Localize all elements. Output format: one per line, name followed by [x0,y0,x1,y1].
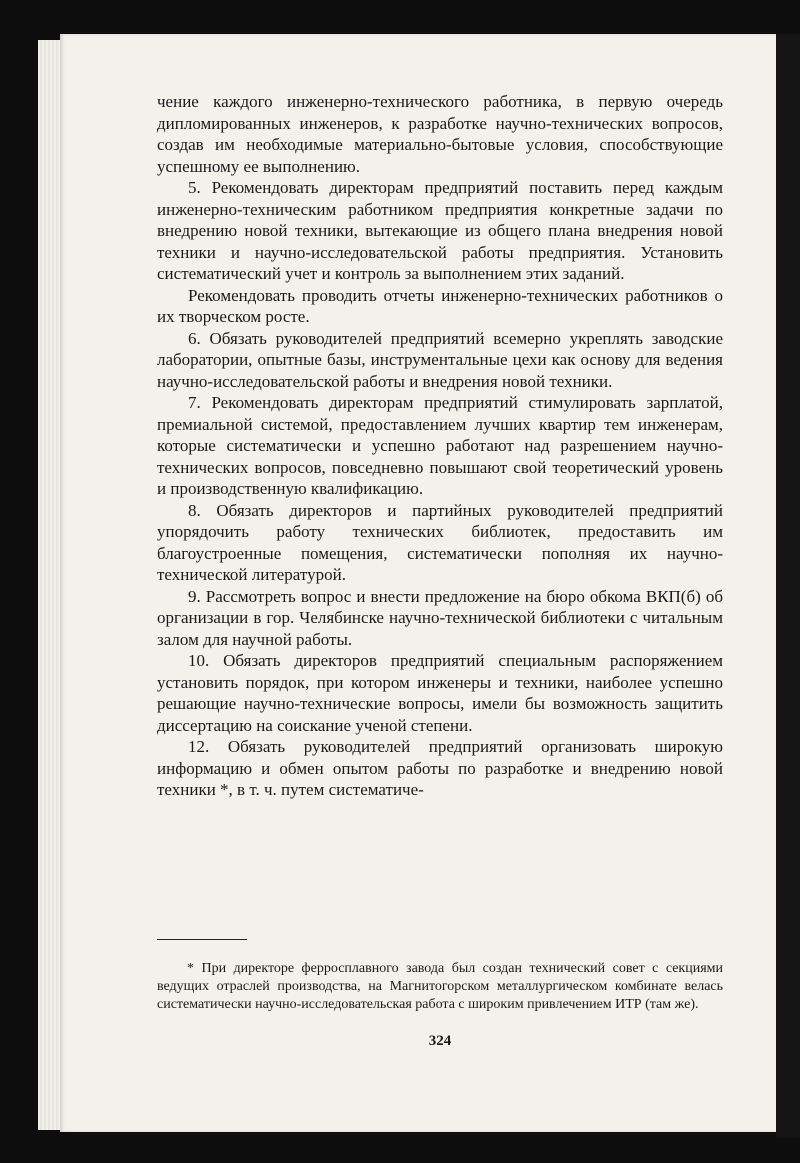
paragraph-item-6: 6. Обязать руководителей предприятий всемерно укреплять заводские лаборатории, опытные базы, инструментальные цехи как основу для ведения научно-исследовательской работы и внедрения новой техники. [157,328,723,391]
paragraph-item-10: 10. Обязать директоров предприятий специальным распоряжением установить порядок, при котором инженеры и техники, наиболее успешно решающие научно-технические вопросы, имели бы возможность защитить диссертацию на соискание ученой степени. [157,651,723,735]
footnote: * При директоре ферросплавного завода был создан технический совет с секциями ведущих отраслей производства, на Магнитогорском металлургическом комбинате велась систематически научно-исследовательская работа с широким привлечением ИТР (там же). [157,961,723,1012]
paragraph-item-5: 5. Рекомендовать директорам предприятий поставить перед каждым инженерно-техническим работником предприятия конкретные задачи по внедрению новой техники, вытекающие из общего плана внедрения новой техники и научно-исследовательской работы предприятия. Установить систематический учет и контроль за выполнением этих заданий. [157,178,723,283]
paragraph-item-8: 8. Обязать директоров и партийных руководителей предприятий упорядочить работу технических библиотек, предоставить им благоустроенные помещения, систематически пополняя их научно-технической литературой. [157,500,723,584]
paragraph-item-5-note: Рекомендовать проводить отчеты инженерно-технических работников о их творческом росте. [157,285,723,326]
scan-border [776,34,800,1138]
paragraph-continuation: чение каждого инженерно-технического работника, в первую очередь дипломированных инженеров, к разработке научно-технических вопросов, создав им необходимые материально-бытовые условия, способствующие успешному ее выполнению. [157,92,723,176]
paragraph-item-12: 12. Обязать руководителей предприятий организовать широкую информацию и обмен опытом работы по разработке и внедрению новой техники *, в т. ч. путем систематиче- [157,737,723,799]
footnote-separator [157,939,247,940]
body-text [157,91,723,801]
paragraph-item-9: 9. Рассмотреть вопрос и внести предложение на бюро обкома ВКП(б) об организации в гор. Челябинске научно-технической библиотеки с читальным залом для научной работы. [157,586,723,649]
paragraph-item-7: 7. Рекомендовать директорам предприятий стимулировать зарплатой, премиальной системой, предоставлением лучших квартир тем инженерам, которые систематически и успешно работают над разрешением научно-технических вопросов, повседневно повышают свой теоретический уровень и производственную квалификацию. [157,393,723,498]
page-number: 324 [428,1033,452,1049]
